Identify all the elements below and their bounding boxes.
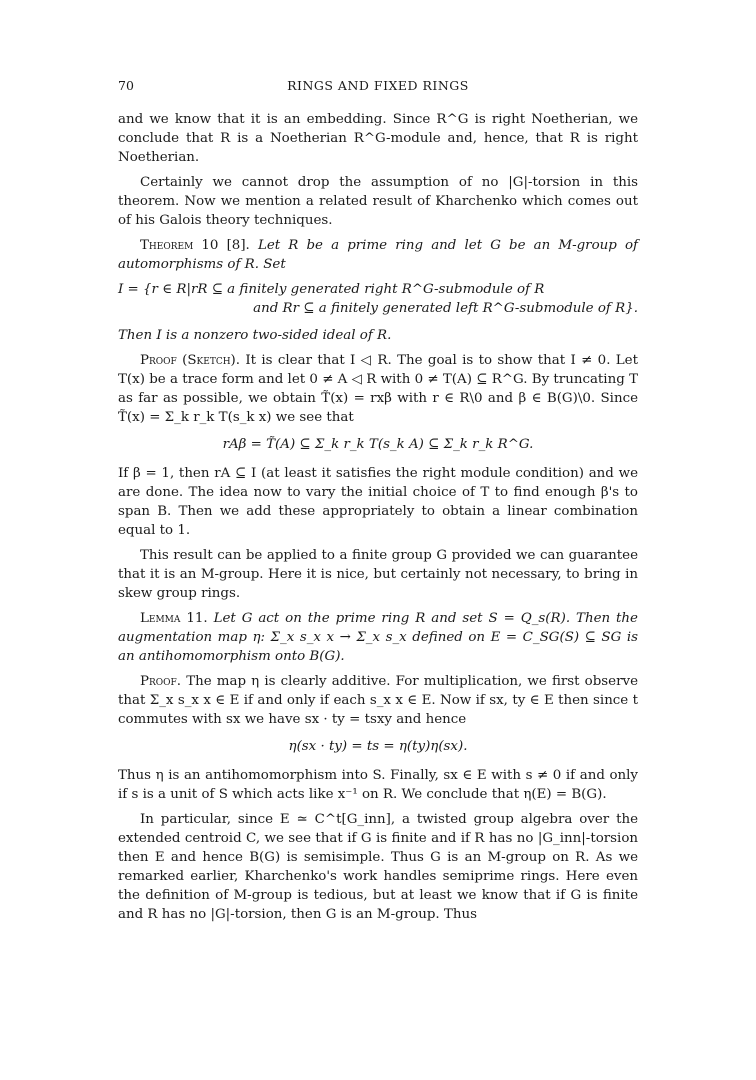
paragraph-5: Thus η is an antihomomorphism into S. Finally, sx ∈ E with s ≠ 0 if and only if s is a unit of S which acts like x⁻¹ on R. We conclude that η(E) = B(G). <box>118 768 638 802</box>
proof-sketch-text: It is clear that I ◁ R. The goal is to show that I ≠ 0. Let T(x) be a trace form and let 0 ≠ A ◁ R with 0 ≠ T(A) ⊆ R^G. By truncating T as far as possible, we obtain T̃(x) = rxβ with r ∈ R\0 and β ∈ B(G)\0. Since T̃(x) = Σ_k r_k T(s_k x) we see that <box>118 353 638 425</box>
lemma-text: Let G act on the prime ring R and set S = Q_s(R). Then the augmentation map η: Σ_x s_x x → Σ_x s_x defined on E = C_SG(S) ⊆ SG is an antihomomorphism onto B(G). <box>118 611 638 664</box>
proof-label: Proof. <box>140 674 182 689</box>
paragraph-2: Certainly we cannot drop the assumption of no |G|-torsion in this theorem. Now we mention a related result of Kharchenko which comes out of his Galois theory techniques. <box>118 175 638 228</box>
lemma-label: Lemma 11. <box>140 611 208 626</box>
running-title: RINGS AND FIXED RINGS <box>287 78 469 93</box>
page-body <box>118 110 638 930</box>
paragraph-6: In particular, since E ≃ C^t[G_inn], a twisted group algebra over the extended centroid C, we see that if G is finite and if R has no |G_inn|-torsion then E and hence B(G) is semisimple. Thus G is an M-group on R. As we remarked earlier, Kharchenko's work handles semiprime rings. Here even the definition of M-group is tedious, but at least we know that if G is finite and R has no |G|-torsion, then G is an M-group. Thus <box>118 812 638 922</box>
display-equation-eta: η(sx · ty) = ts = η(ty)η(sx). <box>288 739 468 754</box>
proof-sketch <box>118 351 638 427</box>
theorem-label: Theorem 10 [8]. <box>140 238 250 253</box>
display-equation-ideal-line-1: I = {r ∈ R|rR ⊆ a finitely generated right R^G-submodule of R <box>118 282 545 297</box>
theorem-conclusion: Then I is a nonzero two-sided ideal of R. <box>118 328 392 343</box>
display-equation-ideal-line-2: and Rr ⊆ a finitely generated left R^G-submodule of R}. <box>253 301 638 316</box>
page-number: 70 <box>118 78 134 93</box>
proof <box>118 672 638 729</box>
theorem-10 <box>118 236 638 274</box>
proof-text: The map η is clearly additive. For multiplication, we first observe that Σ_x s_x x ∈ E if and only if each s_x x ∈ E. Now if sx, ty ∈ E then since t commutes with sx we have sx · ty = tsxy and hence <box>118 674 638 727</box>
paragraph-1: and we know that it is an embedding. Since R^G is right Noetherian, we conclude that R is a Noetherian R^G-module and, hence, that R is right Noetherian. <box>118 112 638 165</box>
lemma-11 <box>118 609 638 666</box>
theorem-text: Let R be a prime ring and let G be an M-group of automorphisms of R. Set <box>118 238 638 272</box>
proof-sketch-label: Proof (Sketch). <box>140 353 241 368</box>
running-header <box>118 78 638 96</box>
display-equation-trace: rAβ = T̃(A) ⊆ Σ_k r_k T(s_k A) ⊆ Σ_k r_k R^G. <box>222 437 534 452</box>
paragraph-3: If β = 1, then rA ⊆ I (at least it satisfies the right module condition) and we are done. The idea now to vary the initial choice of T to find enough β's to span B. Then we add these appropriately to obtain a linear combination equal to 1. <box>118 466 638 538</box>
paragraph-4: This result can be applied to a finite group G provided we can guarantee that it is an M-group. Here it is nice, but certainly not necessary, to bring in skew group rings. <box>118 548 638 601</box>
